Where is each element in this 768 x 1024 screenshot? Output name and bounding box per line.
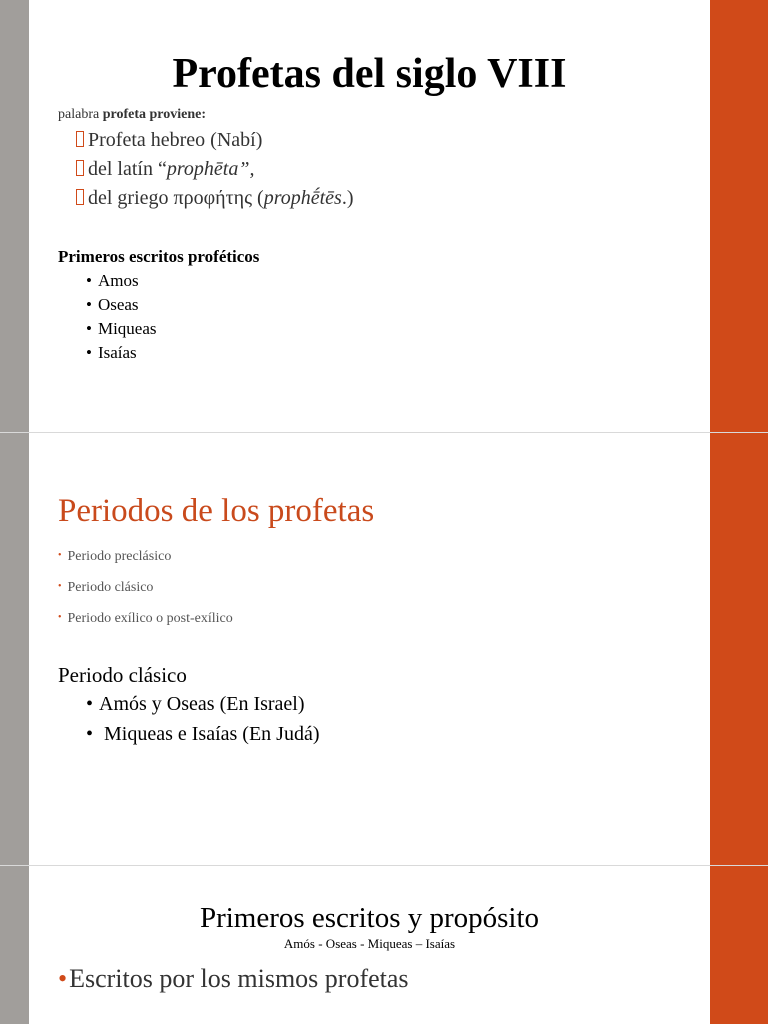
bullet-text: Escritos por los mismos profetas [69, 964, 409, 993]
list-item [86, 341, 157, 365]
slide-3 [0, 866, 768, 1024]
classic-list [86, 689, 320, 749]
intro-bold: profeta proviene: [102, 107, 207, 122]
periods-list [58, 549, 233, 642]
list-item [86, 719, 320, 749]
period-text: Periodo clásico [67, 580, 154, 595]
bullet-icon: • [58, 612, 62, 623]
slide-1 [0, 0, 768, 432]
list-item [76, 184, 354, 213]
list-item [86, 293, 157, 317]
origin-text: del latín “prophēta”, [88, 158, 255, 180]
list-item [58, 549, 233, 580]
bullet-icon: • [86, 295, 92, 314]
classic-text: Amós y Oseas (En Israel) [99, 693, 305, 715]
list-item [86, 689, 320, 719]
bullet-icon: • [86, 343, 92, 362]
writing-name: Amos [97, 271, 139, 290]
arrow-bullet-icon [76, 189, 84, 205]
bullet-icon: • [58, 581, 62, 592]
right-accent-bar [710, 866, 768, 1024]
bullet-icon: • [86, 271, 92, 290]
slide-2-title: Periodos de los profetas [58, 493, 375, 529]
list-item [76, 126, 354, 155]
writings-list [86, 269, 157, 365]
list-item [58, 611, 233, 642]
classic-heading: Periodo clásico [58, 663, 187, 687]
period-text: Periodo exílico o post-exílico [67, 611, 233, 626]
left-accent-bar [0, 0, 29, 432]
list-item [58, 580, 233, 611]
arrow-bullet-icon [76, 160, 84, 176]
slide-1-title: Profetas del siglo VIII [172, 51, 567, 97]
writing-name: Oseas [97, 295, 139, 314]
origin-list [76, 126, 354, 213]
bullet-icon: • [86, 319, 92, 338]
writings-heading: Primeros escritos proféticos [58, 247, 260, 266]
list-item [86, 269, 157, 293]
left-accent-bar [0, 433, 29, 865]
slide-3-title: Primeros escritos y propósito [199, 902, 540, 934]
classic-text: Miqueas e Isaías (En Judá) [99, 723, 320, 745]
left-accent-bar [0, 866, 29, 1024]
right-accent-bar [710, 0, 768, 432]
writing-name: Miqueas [97, 319, 157, 338]
origin-text: del griego προφήτης (prophḗtēs.) [88, 187, 354, 209]
bullet-icon: • [86, 723, 94, 745]
slide-3-bullet [58, 964, 409, 994]
period-text: Periodo preclásico [67, 549, 172, 564]
writing-name: Isaías [97, 343, 137, 362]
bullet-icon: • [86, 693, 94, 715]
origin-text: Profeta hebreo (Nabí) [88, 129, 263, 151]
right-accent-bar [710, 433, 768, 865]
slide-2 [0, 433, 768, 865]
intro-text [58, 107, 206, 123]
bullet-icon: • [58, 964, 68, 993]
arrow-bullet-icon [76, 131, 84, 147]
intro-prefix: palabra [58, 107, 103, 122]
list-item [76, 155, 354, 184]
bullet-icon: • [58, 550, 62, 561]
slide-3-subtitle: Amós - Oseas - Miqueas – Isaías [283, 936, 456, 951]
list-item [86, 317, 157, 341]
